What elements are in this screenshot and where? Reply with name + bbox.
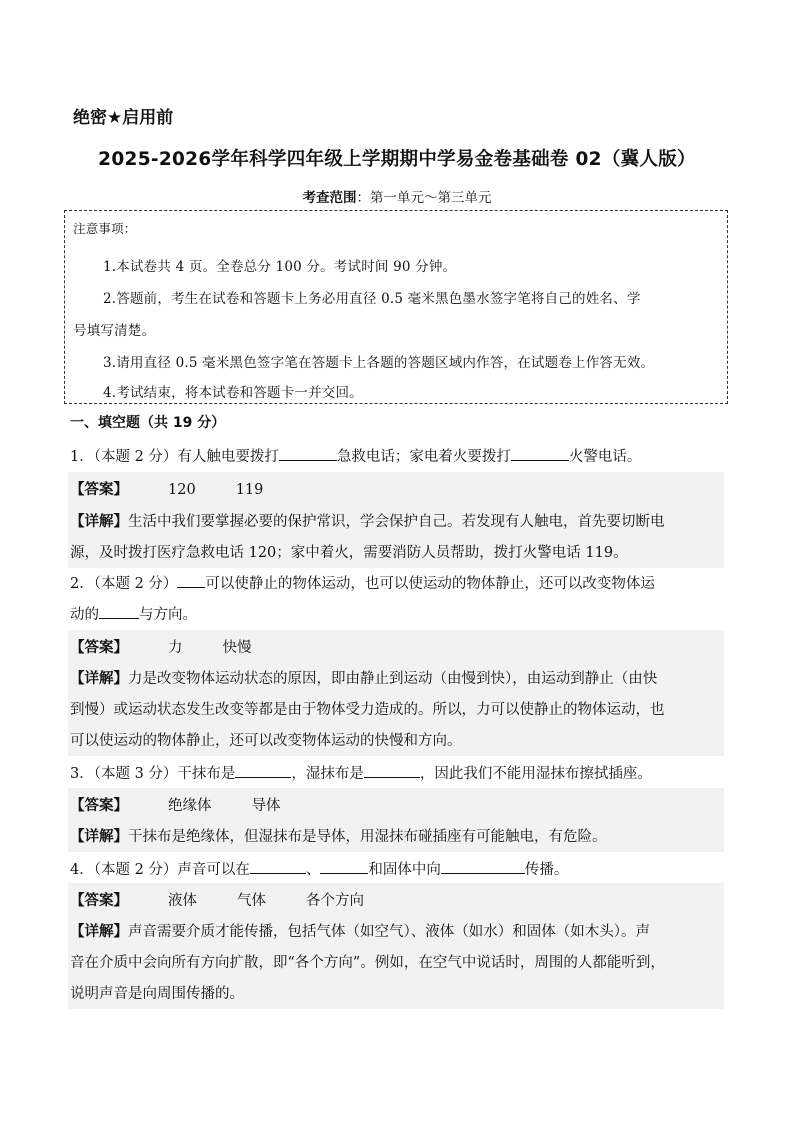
answer-blank: [511, 446, 569, 461]
question-text: 、: [305, 862, 321, 878]
question-text: ，湿抹布是: [291, 766, 364, 782]
answer-blank: [364, 763, 420, 778]
answer-value: 气体: [237, 893, 266, 909]
detail-row: 说明声音是向周围传播的。: [70, 986, 244, 1002]
answer-row: [70, 478, 263, 499]
answer-blank: [235, 763, 291, 778]
question-text: 3．（本题 3 分）干抹布是: [70, 766, 236, 782]
question-text: 与方向。: [139, 607, 197, 623]
question-text: 2．（本题 2 分）: [70, 576, 178, 592]
question-2: [70, 572, 655, 593]
notice-line: 4.考试结束，将本试卷和答题卡一并交回。: [103, 385, 363, 401]
question-text: 传播。: [524, 862, 569, 878]
answer-block-2: [68, 630, 724, 756]
notice-line: 号填写清楚。: [73, 323, 156, 339]
answer-value: 导体: [251, 798, 281, 814]
secret-mark: 绝密★启用前: [73, 108, 174, 128]
answer-block-3: [68, 788, 724, 852]
detail-row: 音在介质中会向所有方向扩散，即“各个方向”。例如，在空气中说话时，周围的人都能听到，: [70, 955, 665, 971]
answer-row: [70, 794, 281, 815]
question-text: 4．（本题 2 分）声音可以在: [70, 862, 250, 878]
detail-row: 到慢）或运动状态发生改变等都是由于物体受力造成的。所以，力可以使静止的物体运动，也: [70, 702, 665, 718]
answer-row: [70, 636, 252, 657]
question-text: ，因此我们不能用湿抹布擦拭插座。: [419, 766, 652, 782]
answer-blank: [99, 604, 139, 619]
notice-box: [64, 210, 728, 404]
answer-value: 液体: [168, 893, 197, 909]
answer-label: 【答案】: [70, 482, 128, 498]
answer-blank: [250, 859, 306, 874]
question-text: 急救电话；家电着火要拨打: [336, 449, 511, 465]
answer-value: 绝缘体: [168, 798, 212, 814]
answer-value: 力: [168, 640, 183, 656]
notice-line: 1.本试卷共 4 页。全卷总分 100 分。考试时间 90 分钟。: [103, 259, 457, 275]
answer-block-4: [68, 883, 724, 1009]
detail-row: 源，及时拨打医疗急救电话 120；家中着火，需要消防人员帮助，拨打火警电话 119。: [70, 545, 628, 561]
answer-value: 各个方向: [306, 893, 364, 909]
detail-label: 【详解】: [70, 671, 128, 687]
question-text: 火警电话。: [568, 449, 642, 465]
answer-label: 【答案】: [70, 640, 128, 656]
question-1: [70, 445, 641, 466]
notice-line: 2.答题前，考生在试卷和答题卡上务必用直径 0.5 毫米黑色墨水签字笔将自己的姓名、学: [103, 291, 641, 307]
detail-row: [70, 510, 665, 531]
answer-blank: [441, 859, 525, 874]
detail-text: 声音需要介质才能传播，包括气体（如空气）、液体（如水）和固体（如木头）。声: [128, 924, 650, 940]
detail-label: 【详解】: [70, 829, 128, 845]
answer-label: 【答案】: [70, 798, 128, 814]
question-2-cont: [70, 603, 197, 624]
question-3: [70, 762, 652, 783]
exam-title: 2025-2026学年科学四年级上学期期中学易金卷基础卷 02（冀人版）: [98, 149, 696, 170]
question-text: 1．（本题 2 分）有人触电要拨打: [70, 449, 279, 465]
answer-label: 【答案】: [70, 893, 128, 909]
answer-block-1: [68, 472, 724, 568]
detail-row: 可以使运动的物体静止，还可以改变物体运动的快慢和方向。: [70, 733, 462, 749]
answer-blank: [177, 573, 205, 588]
scope-label: 考查范围: [302, 190, 357, 206]
answer-blank: [320, 859, 368, 874]
scope-value: ：第一单元～第三单元: [356, 190, 492, 206]
question-text: 动的: [70, 607, 99, 623]
question-4: [70, 858, 568, 879]
detail-text: 干抹布是绝缘体，但湿抹布是导体，用湿抹布碰插座有可能触电，有危险。: [128, 829, 607, 845]
detail-row: [70, 667, 657, 688]
detail-text: 力是改变物体运动状态的原因，即由静止到运动（由慢到快），由运动到静止（由快: [128, 671, 658, 687]
detail-label: 【详解】: [70, 514, 128, 530]
notice-line: 3.请用直径 0.5 毫米黑色签字笔在答题卡上各题的答题区域内作答，在试题卷上作答无效。: [103, 355, 655, 371]
detail-text: 生活中我们要掌握必要的保护常识，学会保护自己。若发现有人触电，首先要切断电: [128, 514, 665, 530]
question-text: 可以使静止的物体运动，也可以使运动的物体静止，还可以改变物体运: [205, 576, 655, 592]
answer-value: 119: [235, 482, 264, 498]
answer-value: 快慢: [222, 640, 252, 656]
answer-blank: [279, 446, 337, 461]
detail-row: [70, 825, 607, 846]
section-title: 一、填空题（共 19 分）: [70, 415, 226, 431]
detail-row: [70, 920, 650, 941]
answer-row: [70, 889, 364, 910]
notice-heading: 注意事项：: [73, 221, 137, 236]
detail-label: 【详解】: [70, 924, 128, 940]
exam-scope: [0, 186, 794, 206]
answer-value: 120: [168, 482, 196, 498]
question-text: 和固体中向: [368, 862, 441, 878]
